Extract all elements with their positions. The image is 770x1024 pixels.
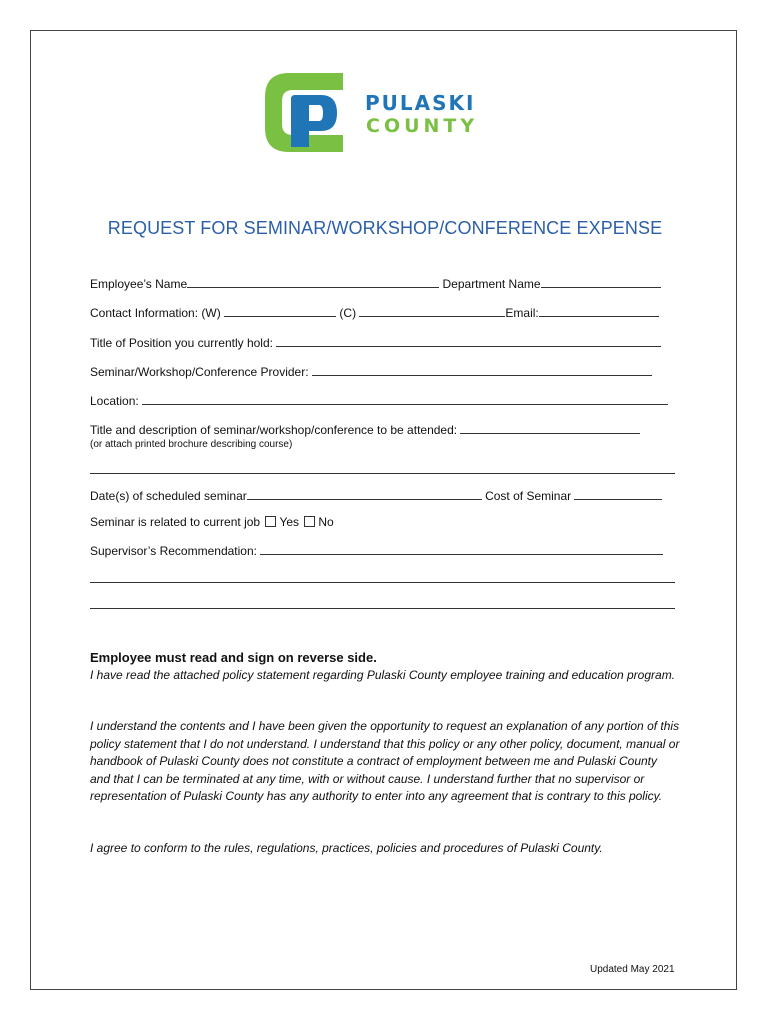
row-description <box>90 422 640 437</box>
yes-label: Yes <box>279 515 300 529</box>
form-title: REQUEST FOR SEMINAR/WORKSHOP/CONFERENCE EXPENSE <box>107 218 663 238</box>
no-checkbox[interactable] <box>304 516 315 527</box>
supervisor-field-line2[interactable] <box>90 571 675 583</box>
row-location <box>90 393 668 408</box>
updated-date: Updated May 2021 <box>590 964 675 975</box>
row-supervisor-2 <box>90 571 675 586</box>
location-label: Location: <box>90 394 139 408</box>
row-related <box>90 515 334 529</box>
row-employee <box>90 276 661 291</box>
position-label: Title of Position you currently hold: <box>90 336 273 350</box>
description-field[interactable] <box>460 422 640 434</box>
row-provider <box>90 364 652 379</box>
provider-field[interactable] <box>312 364 652 376</box>
no-label: No <box>318 515 334 529</box>
contact-work-field[interactable] <box>224 305 336 317</box>
email-label: Email: <box>505 306 539 320</box>
description-field-line2[interactable] <box>90 462 675 474</box>
notice-paragraph-2: I understand the contents and I have been given the opportunity to request an explanation of any portion of this policy statement that I do not understand. I understand that this policy or any other policy, document, manual or handbook of Pulaski County does not constitute a contract of employment between me and Pulaski County and that I can be terminated at any time, with or without cause. I understand further that no supervisor or representation of Pulaski County has any authority to enter into any agreement that is contrary to this policy. <box>90 719 680 803</box>
department-name-field[interactable] <box>541 276 661 288</box>
description-note: (or attach printed brochure describing course) <box>90 439 293 450</box>
pulaski-county-logo <box>257 65 507 160</box>
email-field[interactable] <box>539 305 659 317</box>
row-dates <box>90 488 662 503</box>
employee-name-field[interactable] <box>187 276 439 288</box>
provider-label: Seminar/Workshop/Conference Provider: <box>90 365 309 379</box>
cost-label: Cost of Seminar <box>485 489 572 503</box>
yes-checkbox[interactable] <box>265 516 276 527</box>
logo-text-county: COUNTY <box>366 115 479 137</box>
row-supervisor-3 <box>90 597 675 612</box>
supervisor-label: Supervisor’s Recommendation: <box>90 544 257 558</box>
related-label: Seminar is related to current job <box>90 515 261 529</box>
cost-field[interactable] <box>574 488 662 500</box>
supervisor-field[interactable] <box>260 543 663 555</box>
row-position <box>90 335 661 350</box>
row-contact <box>90 305 659 320</box>
contact-cell-label: (C) <box>339 306 357 320</box>
department-name-label: Department Name <box>442 277 541 291</box>
notice-paragraph-1: I have read the attached policy statement regarding Pulaski County employee training and education program. <box>90 668 676 682</box>
contact-work-label: Contact Information: (W) <box>90 306 221 320</box>
row-description-extra <box>90 462 675 477</box>
contact-cell-field[interactable] <box>359 305 505 317</box>
dates-field[interactable] <box>247 488 482 500</box>
position-field[interactable] <box>276 335 661 347</box>
description-label: Title and description of seminar/workshop/conference to be attended: <box>90 423 458 437</box>
dates-label: Date(s) of scheduled seminar <box>90 489 247 503</box>
notice-heading: Employee must read and sign on reverse side. <box>90 650 377 665</box>
notice-paragraph-3: I agree to conform to the rules, regulations, practices, policies and procedures of Pulaski County. <box>90 841 603 855</box>
employee-name-label: Employee’s Name <box>90 277 188 291</box>
row-supervisor <box>90 543 663 558</box>
location-field[interactable] <box>142 393 668 405</box>
supervisor-field-line3[interactable] <box>90 597 675 609</box>
logo-text-pulaski: PULASKI <box>365 91 476 115</box>
